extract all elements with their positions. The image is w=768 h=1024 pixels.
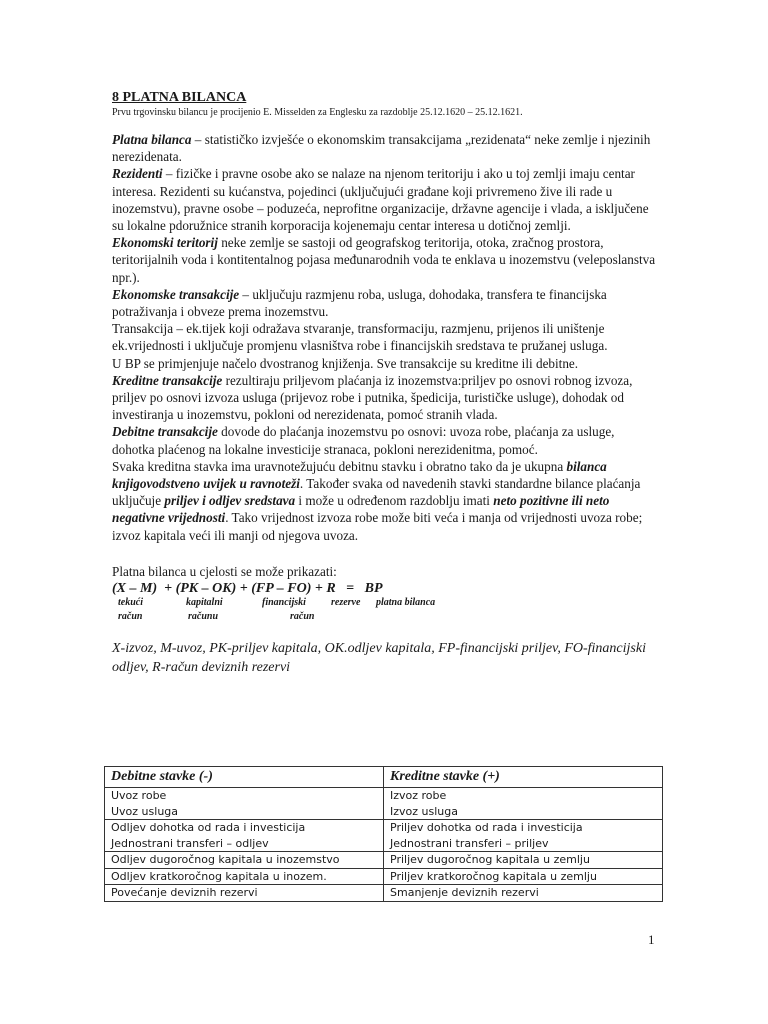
- formula-expression: [112, 580, 660, 597]
- definition-text: – fizičke i pravne osobe ako se nalaze na njenom teritoriju i ako u toj zemlji imaju centar interesa. Rezidenti su kućanstva, pojedinci (uključujući građane koji privremeno žive ili rade u inozemstvu), pravne osobe – poduzeća, neprofitne organizacije, državne agencije i vlada, a isključene su lokalne pdoružnice stranih korporacija kojenemaju centar interesa u dotičnoj zemlji.: [112, 166, 649, 234]
- credit-item: Priljev dugoročnog kapitala u zemlju: [390, 853, 590, 866]
- definition-term: Debitne transakcije: [112, 424, 218, 440]
- definition-text: – uključuju razmjenu roba, usluga, dohodaka, transfera te financijska potraživanja i obveze prema inozemstvu.: [112, 286, 607, 320]
- formula-intro: Platna bilanca u cjelosti se može prikazati:: [112, 563, 337, 579]
- definition-text: neke zemlje se sastoji od geografskog teritorija, otoka, zračnog prostora, teritorijalnih voda i kontitentalnog pojasa međunarodnih voda te enklava u inozemstvu (veleposlanstva npr.).: [112, 235, 656, 285]
- definition-term: Kreditne transakcije: [112, 372, 223, 388]
- definition-paragraph: [112, 286, 660, 320]
- definition-paragraph: [112, 131, 660, 165]
- table-row: [105, 868, 663, 885]
- credit-cell: [384, 885, 663, 902]
- table-header-row: [105, 767, 663, 788]
- debit-item: Odljev kratkoročnog kapitala u inozem.: [111, 869, 327, 883]
- table-row: [105, 820, 663, 852]
- debit-item: Povećanje deviznih rezervi: [111, 886, 258, 899]
- formula-labels: [112, 597, 660, 627]
- definition-text: dovode do plaćanja inozemstvu po osnovi: uvoza robe, plaćanja za usluge, dohotka plaćenog na lokalne investicije stranaca, pokloni nerezidenitma, pomoć.: [112, 424, 615, 457]
- balance-emphasis: priljev i odljev sredstava: [164, 493, 296, 509]
- balance-emphasis: neto pozitivne ili neto negativne vrijednosti: [112, 493, 610, 526]
- debit-item: Odljev dugoročnog kapitala u inozemstvo: [111, 853, 340, 866]
- debit-cell: [105, 885, 384, 902]
- credit-item: Jednostrani transferi – priljev: [390, 836, 549, 850]
- table-row: [105, 885, 663, 902]
- credit-item: Smanjenje deviznih rezervi: [390, 886, 539, 899]
- formula-text: (X – M) + (PK – OK) + (FP – FO) + R = BP: [112, 581, 383, 597]
- definition-paragraph: [112, 234, 660, 286]
- credit-cell: [384, 788, 663, 820]
- definition-paragraph: [112, 355, 660, 372]
- balance-text: Svaka kreditna stavka ima uravnotežujuću debitnu stavku i obratno tako da je ukupna: [112, 458, 567, 474]
- credit-cell: [384, 852, 663, 869]
- definition-text: U BP se primjenjuje načelo dvostranog knjiženja. Sve transakcije su kreditne ili debitne.: [112, 355, 579, 371]
- credit-cell: [384, 820, 663, 852]
- debit-cell: [105, 868, 384, 885]
- definition-text: rezultiraju priljevom plaćanja iz inozemstva:priljev po osnovi robnog izvoza, priljev po osnovi izvoza usluga (prijevoz robe i putnika, špedicija, turističke usluge), dohodak od investiranja u inozemstvu, pokloni od nerezidenata, pomoć stranih vlada.: [112, 372, 633, 423]
- debit-cell: [105, 852, 384, 869]
- label-racunu: računu: [188, 611, 219, 623]
- debit-item: Odljev dohotka od rada i investicija: [111, 821, 306, 834]
- document-page: [112, 90, 660, 677]
- definition-term: Ekonomski teritorij: [112, 235, 218, 251]
- credit-item: Izvoz usluga: [390, 804, 458, 818]
- debit-header: Debitne stavke (-): [105, 767, 384, 788]
- definition-term: Rezidenti: [112, 166, 163, 182]
- definition-term: Ekonomske transakcije: [112, 286, 240, 302]
- balance-text: . Tako vrijednost izvoza robe može biti veća i manja od vrijednosti uvoza robe; izvoz kapitala veći ili manji od njegova uvoza.: [112, 510, 643, 543]
- section-subtitle: Prvu trgovinsku bilancu je procijenio E. Misselden za Englesku za razdoblje 25.12.1620 – 25.12.1621.: [112, 107, 523, 118]
- label-platna-bilanca: platna bilanca: [376, 597, 436, 609]
- page-number: 1: [648, 932, 655, 947]
- balance-text: . Također svaka od navedenih stavki standardne bilance plaćanja uključuje: [112, 476, 641, 509]
- definition-text: Transakcija – ek.tijek koji odražava stvaranje, transformaciju, razmjenu, prijenos ili uništenje ek.vrijednosti i uključuje promjenu vlasništva robe i financijskih sredstava te pružanej usluga.: [112, 321, 608, 354]
- balance-text: i može u određenom razdoblju imati: [295, 493, 494, 509]
- section-title: 8 PLATNA BILANCA: [112, 90, 247, 105]
- definition-paragraph: [112, 372, 660, 424]
- credit-item: Izvoz robe: [390, 789, 447, 802]
- label-kapitalni: kapitalni: [186, 597, 223, 609]
- credit-header: Kreditne stavke (+): [384, 767, 663, 788]
- credit-item: Priljev kratkoročnog kapitala u zemlju: [390, 869, 597, 883]
- definition-text: – statističko izvješće o ekonomskim transakcijama „rezidenata“ neke zemlje i njezinih nerezidenata.: [112, 132, 651, 165]
- label-financijski: financijski: [262, 597, 306, 609]
- debit-item: Uvoz robe: [111, 789, 167, 802]
- credit-cell: [384, 868, 663, 885]
- credit-item: Priljev dohotka od rada i investicija: [390, 821, 583, 834]
- debit-item: Uvoz usluga: [111, 804, 179, 818]
- definition-term: Platna bilanca: [112, 132, 192, 147]
- definition-paragraph: [112, 165, 660, 234]
- balance-emphasis: bilanca knjigovodstveno uvijek u ravnoteži: [112, 458, 607, 492]
- debit-cell: [105, 820, 384, 852]
- definition-paragraph: [112, 320, 660, 354]
- table-row: [105, 788, 663, 820]
- debit-item: Jednostrani transferi – odljev: [111, 836, 269, 850]
- balance-paragraph: [112, 458, 660, 544]
- definitions: [112, 131, 660, 544]
- label-tekuci: tekući: [118, 597, 143, 609]
- debit-cell: [105, 788, 384, 820]
- balance-items-table: [104, 766, 663, 902]
- definition-paragraph: [112, 423, 660, 457]
- formula-legend: X-izvoz, M-uvoz, PK-priljev kapitala, OK.odljev kapitala, FP-financijski priljev, FO-financijski odljev, R-račun deviznih rezervi: [112, 641, 646, 676]
- label-racun: račun: [290, 611, 315, 623]
- table-row: [105, 852, 663, 869]
- label-racun: račun: [118, 611, 143, 623]
- label-rezerve: rezerve: [331, 597, 361, 609]
